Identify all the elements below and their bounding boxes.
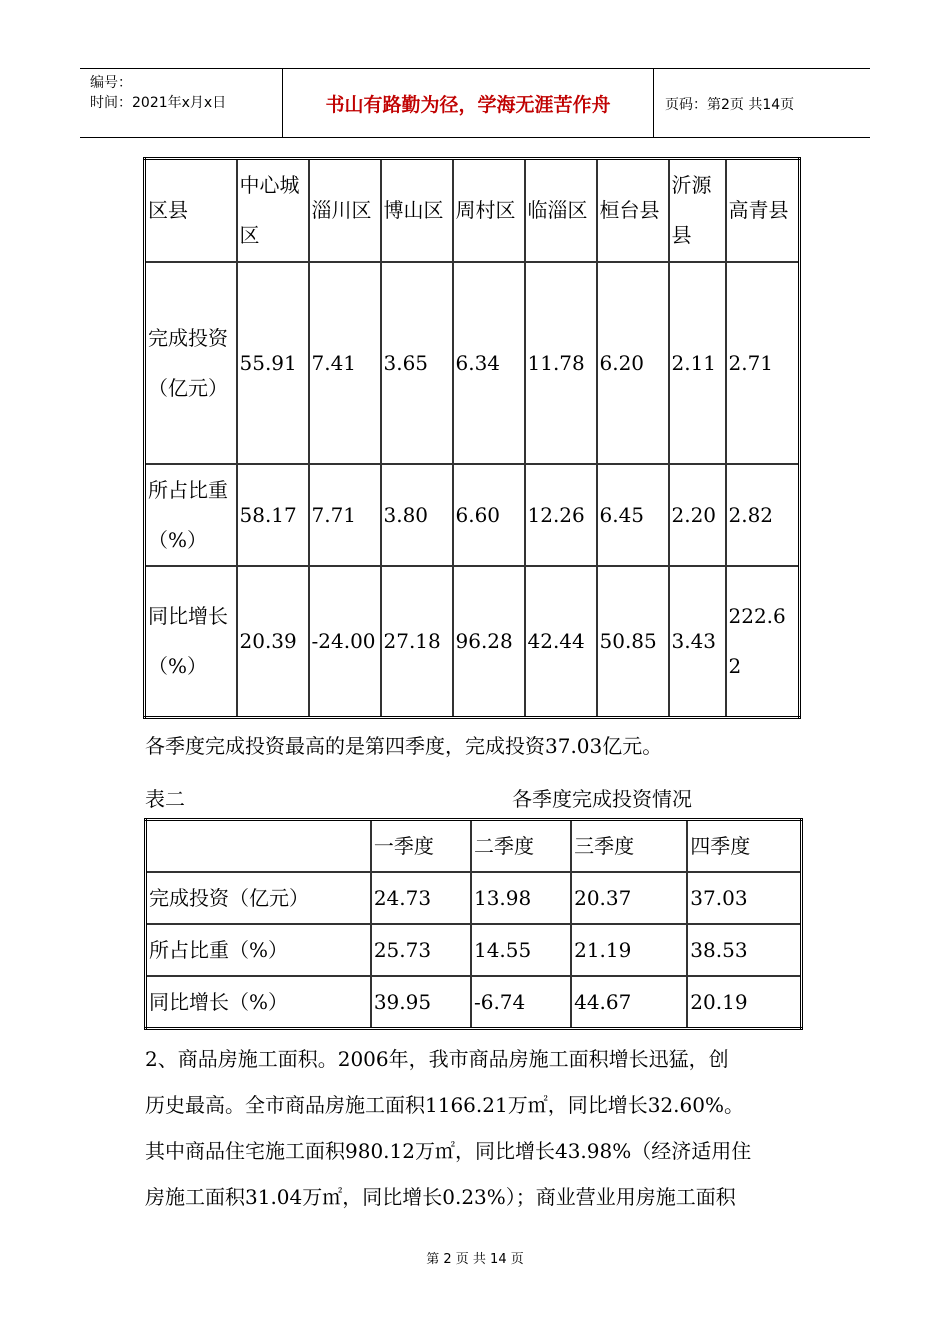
page-header: [80, 68, 870, 138]
paragraph-line: 房施工面积31.04万㎡，同比增长0.23%）；商业营业用房施工面积: [145, 1185, 736, 1209]
table-row: [146, 924, 802, 976]
table-cell: 3.43: [669, 566, 726, 718]
header-meta: [80, 69, 282, 137]
number-label: 编号：: [90, 75, 132, 91]
header-cell: 二季度: [471, 820, 571, 873]
table2-caption-title: 各季度完成投资情况: [512, 787, 692, 811]
row-label: 所占比重（%）: [146, 924, 371, 976]
table-cell: 7.41: [309, 262, 381, 464]
header-cell: 淄川区: [309, 159, 381, 262]
table-cell: 25.73: [371, 924, 471, 976]
table-cell: 6.45: [597, 464, 669, 566]
table-cell: 96.28: [453, 566, 525, 718]
table-cell: 11.78: [525, 262, 597, 464]
table-cell: 6.60: [453, 464, 525, 566]
header-cell: 区县: [145, 159, 237, 262]
table-cell: 222.62: [726, 566, 800, 718]
table-cell: 39.95: [371, 976, 471, 1029]
table-cell: 2.20: [669, 464, 726, 566]
date-label: 时间：2021年x月x日: [90, 95, 227, 111]
table-cell: 13.98: [471, 872, 571, 924]
header-motto: 书山有路勤为径，学海无涯苦作舟: [282, 69, 654, 137]
table-cell: -6.74: [471, 976, 571, 1029]
row-label: 同比增长（%）: [145, 566, 237, 718]
table-cell: 42.44: [525, 566, 597, 718]
table-cell: 37.03: [687, 872, 801, 924]
table-cell: 50.85: [597, 566, 669, 718]
table-cell: 38.53: [687, 924, 801, 976]
row-label: 同比增长（%）: [146, 976, 371, 1029]
quarterly-investment-table: [144, 818, 803, 1030]
header-cell: 三季度: [571, 820, 687, 873]
header-cell: [146, 820, 371, 873]
table-cell: 20.39: [237, 566, 309, 718]
header-cell: 一季度: [371, 820, 471, 873]
header-page-info: 页码：第2页 共14页: [665, 97, 795, 113]
table-header-row: [145, 159, 800, 262]
summary-sentence: 各季度完成投资最高的是第四季度，完成投资37.03亿元。: [145, 734, 663, 758]
body-paragraph: [145, 1036, 815, 1220]
table-cell: 55.91: [237, 262, 309, 464]
table-cell: 14.55: [471, 924, 571, 976]
header-cell: 沂源县: [669, 159, 726, 262]
paragraph-line: 2、商品房施工面积。2006年，我市商品房施工面积增长迅猛，创: [145, 1047, 729, 1071]
table-cell: 12.26: [525, 464, 597, 566]
table-cell: 3.65: [381, 262, 453, 464]
table-cell: 58.17: [237, 464, 309, 566]
header-cell: 博山区: [381, 159, 453, 262]
table-cell: 3.80: [381, 464, 453, 566]
table-row: [145, 464, 800, 566]
table-cell: 27.18: [381, 566, 453, 718]
table-cell: 2.82: [726, 464, 800, 566]
header-cell: 四季度: [687, 820, 801, 873]
district-investment-table: [143, 157, 801, 719]
row-label: 完成投资（亿元）: [146, 872, 371, 924]
table2-caption-label: 表二: [145, 787, 185, 811]
table-cell: 20.19: [687, 976, 801, 1029]
table-cell: 44.67: [571, 976, 687, 1029]
header-cell: 周村区: [453, 159, 525, 262]
table-row: [145, 262, 800, 464]
table-cell: 2.71: [726, 262, 800, 464]
row-label: 完成投资（亿元）: [145, 262, 237, 464]
header-cell: 桓台县: [597, 159, 669, 262]
table-cell: 6.20: [597, 262, 669, 464]
page-footer: 第 2 页 共 14 页: [426, 1252, 524, 1267]
table-cell: 21.19: [571, 924, 687, 976]
table-row: [146, 872, 802, 924]
table-row: [145, 566, 800, 718]
table-cell: 6.34: [453, 262, 525, 464]
table-cell: 7.71: [309, 464, 381, 566]
paragraph-line: 其中商品住宅施工面积980.12万㎡，同比增长43.98%（经济适用住: [145, 1139, 752, 1163]
header-cell: 临淄区: [525, 159, 597, 262]
table-cell: 2.11: [669, 262, 726, 464]
row-label: 所占比重（%）: [145, 464, 237, 566]
paragraph-line: 历史最高。全市商品房施工面积1166.21万㎡，同比增长32.60%。: [145, 1093, 744, 1117]
table-cell: -24.00: [309, 566, 381, 718]
header-cell: 高青县: [726, 159, 800, 262]
table-row: [146, 976, 802, 1029]
table-cell: 20.37: [571, 872, 687, 924]
table-cell: 24.73: [371, 872, 471, 924]
header-cell: 中心城区: [237, 159, 309, 262]
table-header-row: [146, 820, 802, 873]
